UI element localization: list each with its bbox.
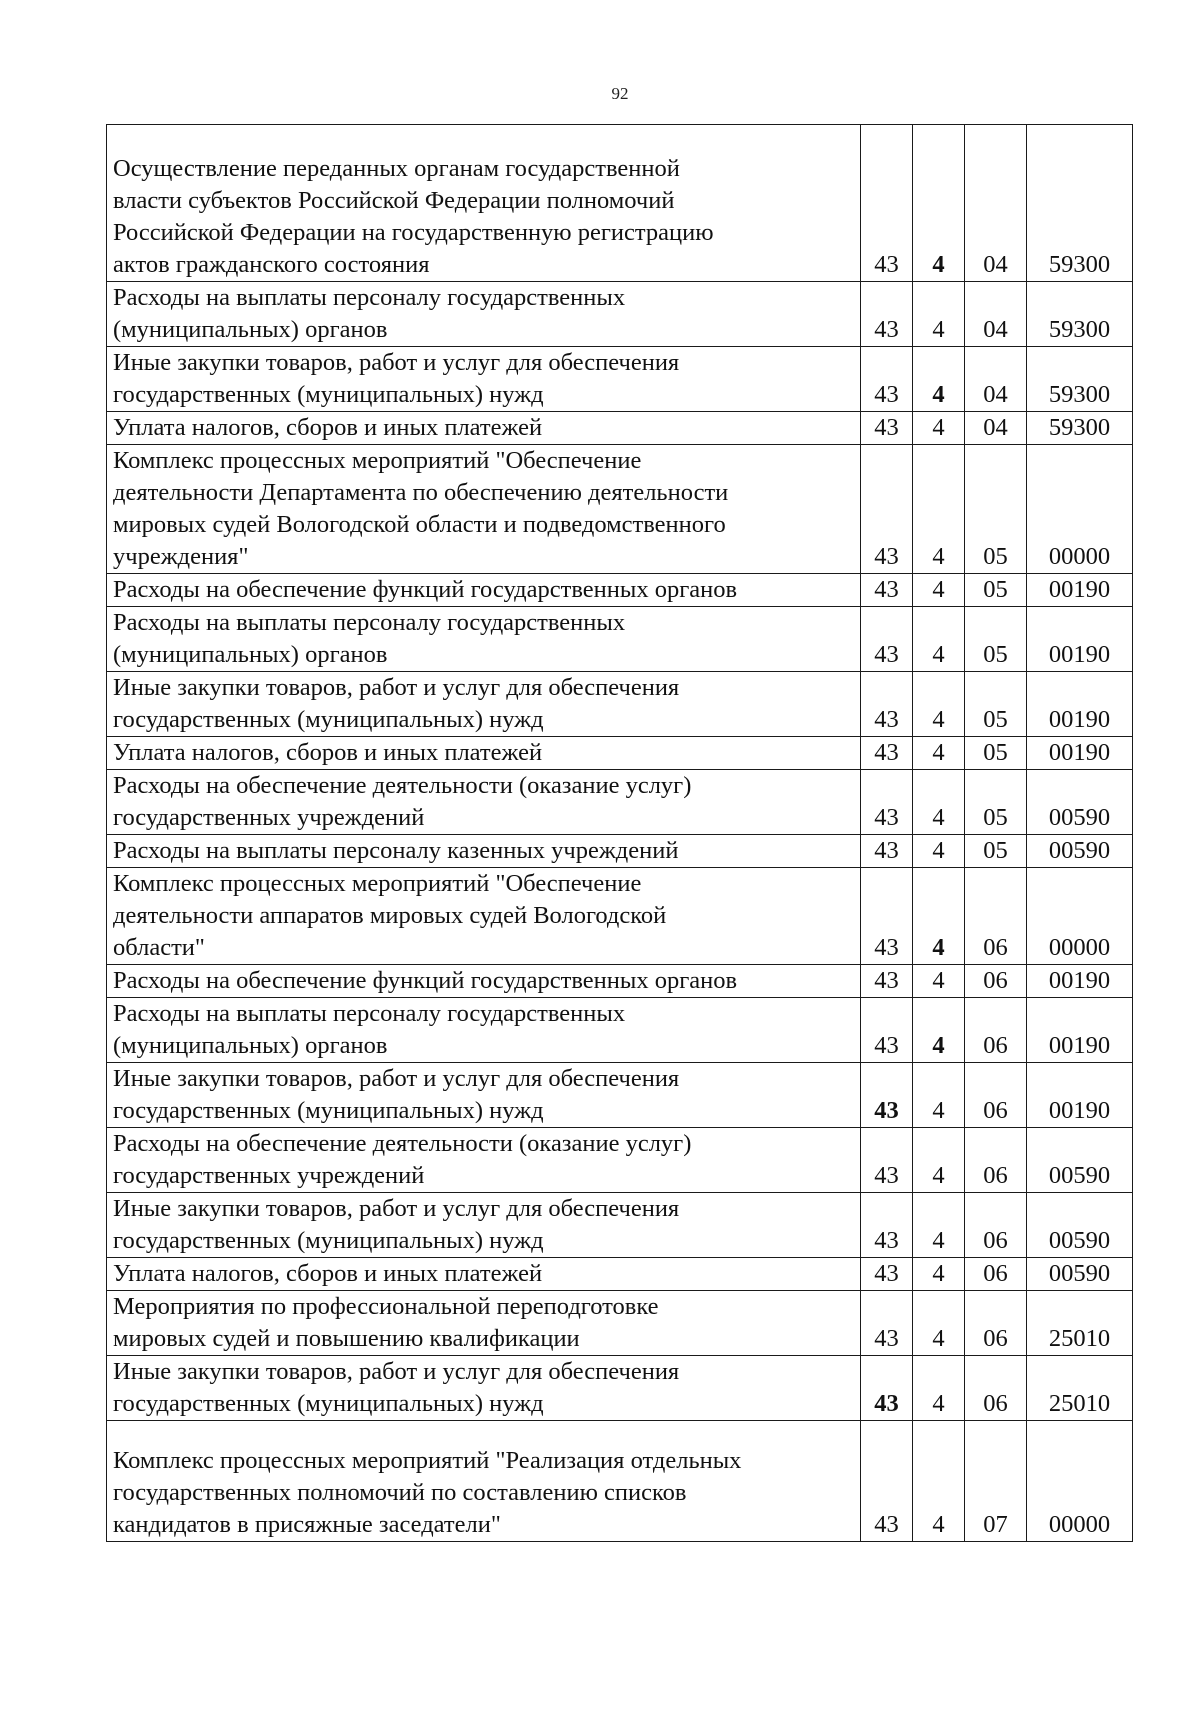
row-code-1: 43 xyxy=(861,965,913,998)
row-code-1: 43 xyxy=(861,282,913,347)
row-code-2: 4 xyxy=(913,1291,965,1356)
table-row xyxy=(107,770,1133,835)
row-code-1: 43 xyxy=(861,868,913,965)
row-code-3: 05 xyxy=(965,737,1027,770)
row-code-2: 4 xyxy=(913,412,965,445)
row-code-1: 43 xyxy=(861,672,913,737)
row-code-4: 25010 xyxy=(1027,1356,1133,1421)
row-description: Уплата налогов, сборов и иных платежей xyxy=(107,412,861,445)
row-description: Иные закупки товаров, работ и услуг для обеспечения государственных (муниципальных) нужд xyxy=(107,1063,861,1128)
row-description: Иные закупки товаров, работ и услуг для обеспечения государственных (муниципальных) нужд xyxy=(107,672,861,737)
row-code-3: 04 xyxy=(965,282,1027,347)
table-row xyxy=(107,1128,1133,1193)
row-code-2: 4 xyxy=(913,737,965,770)
row-code-3: 04 xyxy=(965,125,1027,282)
table-row xyxy=(107,672,1133,737)
row-code-3: 06 xyxy=(965,1063,1027,1128)
row-code-1: 43 xyxy=(861,412,913,445)
row-code-4: 59300 xyxy=(1027,347,1133,412)
row-code-2: 4 xyxy=(913,347,965,412)
row-code-4: 00190 xyxy=(1027,1063,1133,1128)
row-code-4: 00590 xyxy=(1027,1193,1133,1258)
table-row xyxy=(107,835,1133,868)
row-code-3: 05 xyxy=(965,835,1027,868)
row-code-1: 43 xyxy=(861,1421,913,1542)
row-code-4: 00590 xyxy=(1027,770,1133,835)
page-number: 92 xyxy=(611,84,629,103)
row-code-3: 05 xyxy=(965,574,1027,607)
row-code-4: 00590 xyxy=(1027,835,1133,868)
row-code-1: 43 xyxy=(861,574,913,607)
row-code-3: 05 xyxy=(965,770,1027,835)
row-code-2: 4 xyxy=(913,1258,965,1291)
row-code-3: 05 xyxy=(965,607,1027,672)
row-code-1: 43 xyxy=(861,1258,913,1291)
row-code-2: 4 xyxy=(913,998,965,1063)
row-code-4: 00190 xyxy=(1027,737,1133,770)
row-code-4: 59300 xyxy=(1027,125,1133,282)
row-code-3: 06 xyxy=(965,1291,1027,1356)
row-code-2: 4 xyxy=(913,574,965,607)
row-code-2: 4 xyxy=(913,1063,965,1128)
row-code-2: 4 xyxy=(913,770,965,835)
row-code-2: 4 xyxy=(913,282,965,347)
row-description: Расходы на выплаты персоналу государственных (муниципальных) органов xyxy=(107,607,861,672)
row-code-3: 04 xyxy=(965,412,1027,445)
row-code-4: 00590 xyxy=(1027,1128,1133,1193)
row-description: Осуществление переданных органам государственной власти субъектов Российской Федерации полномочий Российской Федерации на государственную регистрацию актов гражданского состояния xyxy=(107,125,861,282)
row-code-2: 4 xyxy=(913,965,965,998)
row-code-1: 43 xyxy=(861,770,913,835)
row-description: Расходы на обеспечение деятельности (оказание услуг) государственных учреждений xyxy=(107,770,861,835)
row-code-3: 05 xyxy=(965,672,1027,737)
row-code-1: 43 xyxy=(861,125,913,282)
row-code-4: 00190 xyxy=(1027,574,1133,607)
budget-table xyxy=(106,124,1133,1542)
row-code-2: 4 xyxy=(913,607,965,672)
row-description: Комплекс процессных мероприятий "Обеспечение деятельности аппаратов мировых судей Вологодской области" xyxy=(107,868,861,965)
row-code-1: 43 xyxy=(861,347,913,412)
row-code-1: 43 xyxy=(861,998,913,1063)
row-code-4: 59300 xyxy=(1027,412,1133,445)
row-code-3: 06 xyxy=(965,998,1027,1063)
row-description: Иные закупки товаров, работ и услуг для обеспечения государственных (муниципальных) нужд xyxy=(107,347,861,412)
row-code-1: 43 xyxy=(861,1193,913,1258)
row-code-1: 43 xyxy=(861,1063,913,1128)
row-code-2: 4 xyxy=(913,868,965,965)
table-row xyxy=(107,737,1133,770)
row-description: Комплекс процессных мероприятий "Обеспечение деятельности Департамента по обеспечению деятельности мировых судей Вологодской области и подведомственного учреждения" xyxy=(107,445,861,574)
row-code-3: 05 xyxy=(965,445,1027,574)
table-row xyxy=(107,445,1133,574)
row-code-4: 00190 xyxy=(1027,607,1133,672)
row-code-4: 00000 xyxy=(1027,1421,1133,1542)
row-code-4: 59300 xyxy=(1027,282,1133,347)
row-code-1: 43 xyxy=(861,737,913,770)
table-row xyxy=(107,1291,1133,1356)
row-description: Расходы на выплаты персоналу государственных (муниципальных) органов xyxy=(107,282,861,347)
row-description: Расходы на выплаты персоналу государственных (муниципальных) органов xyxy=(107,998,861,1063)
row-code-4: 00190 xyxy=(1027,965,1133,998)
table-row xyxy=(107,125,1133,282)
row-description: Расходы на обеспечение функций государственных органов xyxy=(107,574,861,607)
table-row xyxy=(107,347,1133,412)
row-description: Мероприятия по профессиональной переподготовке мировых судей и повышению квалификации xyxy=(107,1291,861,1356)
row-code-3: 06 xyxy=(965,1193,1027,1258)
row-code-2: 4 xyxy=(913,835,965,868)
row-description: Расходы на выплаты персоналу казенных учреждений xyxy=(107,835,861,868)
row-code-4: 00190 xyxy=(1027,998,1133,1063)
row-description: Иные закупки товаров, работ и услуг для обеспечения государственных (муниципальных) нужд xyxy=(107,1356,861,1421)
row-code-1: 43 xyxy=(861,607,913,672)
row-code-2: 4 xyxy=(913,1421,965,1542)
row-description: Расходы на обеспечение функций государственных органов xyxy=(107,965,861,998)
row-code-3: 06 xyxy=(965,1128,1027,1193)
row-code-1: 43 xyxy=(861,1291,913,1356)
row-description: Расходы на обеспечение деятельности (оказание услуг) государственных учреждений xyxy=(107,1128,861,1193)
row-description: Уплата налогов, сборов и иных платежей xyxy=(107,1258,861,1291)
row-code-1: 43 xyxy=(861,445,913,574)
table-row xyxy=(107,1258,1133,1291)
table-row xyxy=(107,1193,1133,1258)
row-code-3: 04 xyxy=(965,347,1027,412)
table-row xyxy=(107,1356,1133,1421)
table-row xyxy=(107,868,1133,965)
row-code-1: 43 xyxy=(861,1356,913,1421)
row-code-2: 4 xyxy=(913,445,965,574)
row-code-2: 4 xyxy=(913,1193,965,1258)
row-code-2: 4 xyxy=(913,672,965,737)
row-code-3: 06 xyxy=(965,965,1027,998)
row-code-1: 43 xyxy=(861,835,913,868)
row-code-4: 25010 xyxy=(1027,1291,1133,1356)
row-code-3: 07 xyxy=(965,1421,1027,1542)
table-row xyxy=(107,282,1133,347)
row-code-2: 4 xyxy=(913,125,965,282)
row-code-3: 06 xyxy=(965,1258,1027,1291)
row-code-3: 06 xyxy=(965,1356,1027,1421)
row-code-1: 43 xyxy=(861,1128,913,1193)
row-description: Иные закупки товаров, работ и услуг для обеспечения государственных (муниципальных) нужд xyxy=(107,1193,861,1258)
row-code-2: 4 xyxy=(913,1128,965,1193)
table-row xyxy=(107,1421,1133,1542)
table-row xyxy=(107,607,1133,672)
row-code-4: 00590 xyxy=(1027,1258,1133,1291)
table-row xyxy=(107,574,1133,607)
row-description: Уплата налогов, сборов и иных платежей xyxy=(107,737,861,770)
table-row xyxy=(107,965,1133,998)
row-code-4: 00000 xyxy=(1027,445,1133,574)
row-code-4: 00000 xyxy=(1027,868,1133,965)
row-description: Комплекс процессных мероприятий "Реализация отдельных государственных полномочий по составлению списков кандидатов в присяжные заседатели" xyxy=(107,1421,861,1542)
row-code-2: 4 xyxy=(913,1356,965,1421)
row-code-4: 00190 xyxy=(1027,672,1133,737)
table-row xyxy=(107,1063,1133,1128)
table-row xyxy=(107,998,1133,1063)
table-row xyxy=(107,412,1133,445)
row-code-3: 06 xyxy=(965,868,1027,965)
